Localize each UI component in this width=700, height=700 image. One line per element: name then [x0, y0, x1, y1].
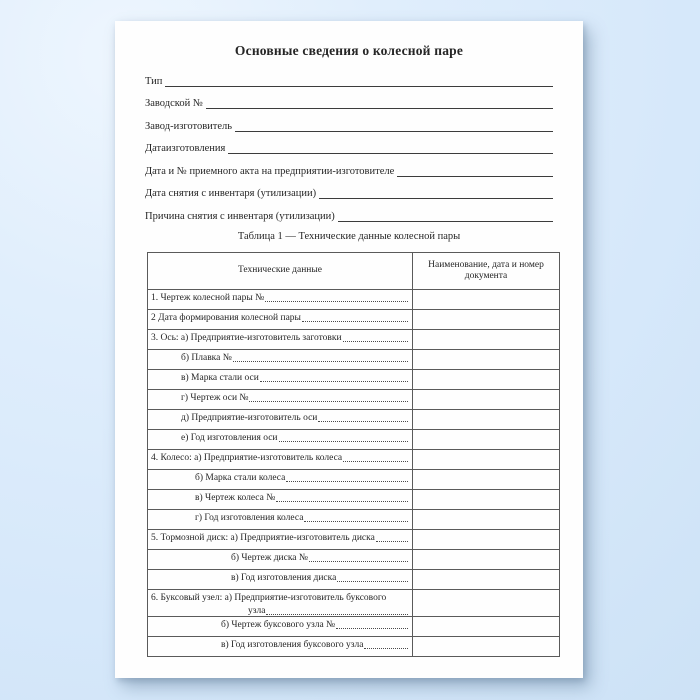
row-label: е) Год изготовления оси — [181, 432, 278, 443]
row-label: в) Год изготовления буксового узла — [221, 639, 364, 650]
row-label: в) Марка стали оси — [181, 372, 259, 383]
row-label: б) Марка стали колеса — [195, 472, 286, 483]
dotted-leader — [260, 381, 408, 382]
blank-line — [206, 108, 553, 109]
dotted-leader — [309, 561, 408, 562]
field-label: Тип — [145, 75, 163, 87]
row-label: б) Чертеж буксового узла № — [221, 619, 336, 630]
dotted-leader — [343, 461, 408, 462]
value-cell — [413, 470, 559, 489]
row-label: д) Предприятие-изготовитель оси — [181, 412, 318, 423]
row-label: г) Чертеж оси № — [181, 392, 249, 403]
row-label: 5. Тормозной диск: а) Предприятие-изготовитель диска — [151, 532, 375, 543]
table-row — [148, 569, 559, 589]
row-label: в) Чертеж колеса № — [195, 492, 276, 503]
row-label: 1. Чертеж колесной пары № — [151, 292, 265, 303]
field-label: Дата и № приемного акта на предприятии-изготовителе — [145, 165, 395, 177]
table-row — [148, 289, 559, 309]
dotted-leader — [265, 301, 408, 302]
form-fields — [145, 65, 553, 223]
table-row — [148, 409, 559, 429]
form-field-manufacture-date — [145, 133, 553, 156]
dotted-leader — [343, 341, 408, 342]
table-header-row — [148, 253, 559, 289]
table-row — [148, 349, 559, 369]
value-cell — [413, 550, 559, 569]
dotted-leader — [364, 648, 408, 649]
form-field-acceptance-act — [145, 155, 553, 178]
row-label: б) Плавка № — [181, 352, 232, 363]
blank-line — [319, 198, 553, 199]
row-label: в) Год изготовления диска — [231, 572, 337, 583]
field-label: Датаизготовления — [145, 143, 226, 154]
technical-data-table — [147, 252, 560, 657]
dotted-leader — [279, 441, 408, 442]
dotted-leader — [286, 481, 408, 482]
row-label: 4. Колесо: а) Предприятие-изготовитель колеса — [151, 452, 343, 463]
blank-line — [338, 221, 553, 222]
value-cell — [413, 617, 559, 636]
form-field-decommission-reason — [145, 200, 553, 223]
value-cell — [413, 310, 559, 329]
table-row — [148, 469, 559, 489]
column-header-technical-data: Технические данные — [148, 253, 413, 289]
blank-line — [397, 176, 553, 177]
field-label: Завод-изготовитель — [145, 120, 233, 132]
value-cell — [413, 637, 559, 656]
table-caption: Таблица 1 — Технические данные колесной пары — [237, 230, 461, 242]
form-field-factory-number — [145, 88, 553, 111]
table-row — [148, 389, 559, 409]
table-row — [148, 449, 559, 469]
dotted-leader — [233, 361, 408, 362]
dotted-leader — [276, 501, 408, 502]
value-cell — [413, 430, 559, 449]
field-label: Дата снятия с инвентаря (утилизации) — [145, 188, 317, 199]
value-cell — [413, 590, 559, 616]
value-cell — [413, 370, 559, 389]
form-field-manufacturer — [145, 110, 553, 133]
value-cell — [413, 350, 559, 369]
table-row — [148, 329, 559, 349]
dotted-leader — [249, 401, 408, 402]
value-cell — [413, 490, 559, 509]
value-cell — [413, 570, 559, 589]
form-field-type — [145, 65, 553, 88]
table-row — [148, 549, 559, 569]
blank-line — [228, 153, 553, 154]
value-cell — [413, 390, 559, 409]
form-field-decommission-date — [145, 178, 553, 201]
dotted-leader — [266, 614, 408, 615]
column-header-document: Наименование, дата и номер документа — [428, 259, 544, 281]
value-cell — [413, 510, 559, 529]
value-cell — [413, 450, 559, 469]
row-label: 2 Дата формирования колесной пары — [151, 312, 301, 323]
document-title: Основные сведения о колесной паре — [234, 43, 464, 58]
dotted-leader — [304, 521, 408, 522]
table-row — [148, 616, 559, 636]
dotted-leader — [376, 541, 408, 542]
dotted-leader — [336, 628, 408, 629]
value-cell — [413, 530, 559, 549]
dotted-leader — [302, 321, 408, 322]
table-row — [148, 429, 559, 449]
value-cell — [413, 290, 559, 309]
table-row — [148, 309, 559, 329]
field-label: Заводской № — [145, 98, 203, 109]
table-row — [148, 509, 559, 529]
table-row — [148, 529, 559, 549]
document-page — [115, 21, 583, 678]
blank-line — [235, 131, 553, 132]
blank-line — [165, 86, 553, 87]
row-label: г) Год изготовления колеса — [195, 512, 304, 523]
row-label: 6. Буксовый узел: а) Предприятие-изготовитель буксового — [151, 592, 387, 603]
row-label: б) Чертеж диска № — [231, 552, 308, 563]
table-row — [148, 636, 559, 656]
row-label-continuation: узла — [248, 605, 266, 616]
field-label: Причина снятия с инвентаря (утилизации) — [145, 210, 335, 222]
dotted-leader — [318, 421, 408, 422]
table-row — [148, 369, 559, 389]
value-cell — [413, 410, 559, 429]
table-row — [148, 489, 559, 509]
dotted-leader — [337, 581, 408, 582]
row-label: 3. Ось: а) Предприятие-изготовитель заготовки — [151, 332, 342, 343]
value-cell — [413, 330, 559, 349]
table-row — [148, 589, 559, 616]
